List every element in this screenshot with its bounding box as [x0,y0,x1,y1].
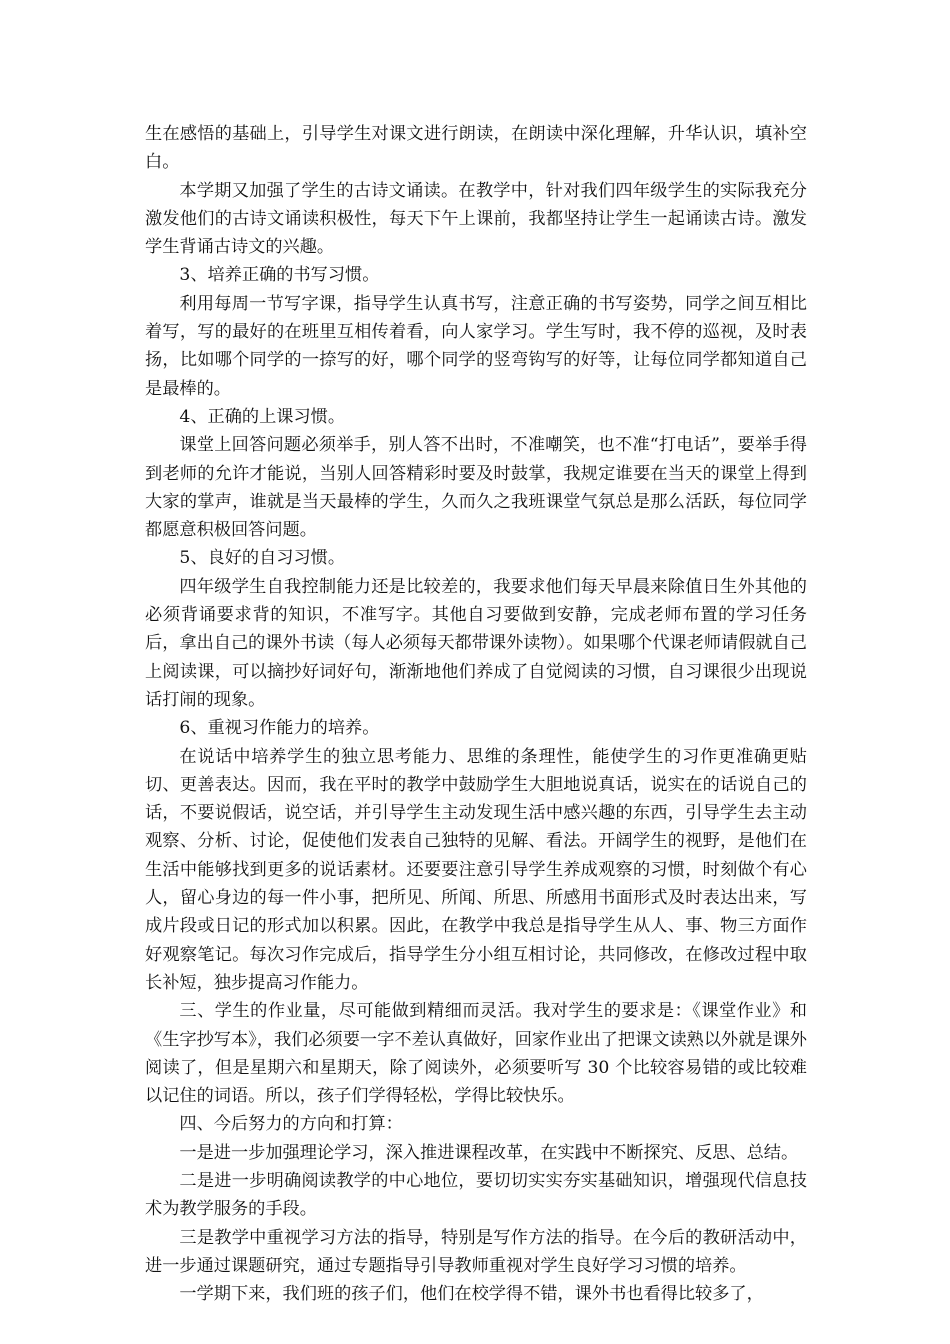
section-heading: 4、正确的上课习惯。 [179,406,346,427]
section-heading: 6、重视习作能力的培养。 [179,718,380,739]
paragraph: 三是教学中重视学习方法的指导，特别是写作方法的指导。在今后的教研活动中，进一步通过课题研究，通过专题指导引导教师重视对学生良好学习习惯的培养。 [145,1227,807,1276]
paragraph: 生在感悟的基础上，引导学生对课文进行朗读，在朗读中深化理解，升华认识，填补空白。 [145,124,807,173]
section-heading: 5、良好的自习习惯。 [179,548,346,569]
paragraph: 利用每周一节写字课，指导学生认真书写，注意正确的书写姿势，同学之间互相比着写，写的最好的在班里互相传着看，向人家学习。学生写时，我不停的巡视，及时表扬，比如哪个同学的一捺写的好，哪个同学的竖弯钩写的好等，让每位同学都知道自己是最棒的。 [145,293,807,399]
paragraph: 二是进一步明确阅读教学的中心地位，要切切实实夯实基础知识，增强现代信息技术为教学服务的手段。 [145,1170,807,1220]
paragraph: 一学期下来，我们班的孩子们，他们在校学得不错，课外书也看得比较多了， [179,1284,764,1305]
paragraph: 四年级学生自我控制能力还是比较差的，我要求他们每天早晨来除值日生外其他的必须背诵要求背的知识，不准写字。其他自习要做到安静，完成老师布置的学习任务后，拿出自己的课外书读（每人必须每天都带课外读物）。如果哪个代课老师请假就自己上阅读课，可以摘抄好词好句，渐渐地他们养成了自觉阅读的习惯，自习课很少出现说话打闹的现象。 [145,576,807,710]
paragraph: 课堂上回答问题必须举手，别人答不出时，不准嘲笑，也不准“打电话”，要举手得到老师的允许才能说，当别人回答精彩时要及时鼓掌，我规定谁要在当天的课堂上得到大家的掌声，谁就是当天最棒的学生，久而久之我班课堂气氛总是那么活跃，每位同学都愿意积极回答问题。 [145,435,807,541]
section-heading: 四、今后努力的方向和打算： [179,1114,403,1135]
document-page [145,120,807,1308]
paragraph: 三、学生的作业量，尽可能做到精细而灵活。我对学生的要求是：《课堂作业》和《生字抄写本》，我们必须要一字不差认真做好，回家作业出了把课文读熟以外就是课外阅读了，但是星期六和星期天，除了阅读外，必须要听写 30 个比较容易错的或比较难以记住的词语。所以，孩子们学得轻松，学得比较快乐。 [145,1001,807,1107]
paragraph: 本学期又加强了学生的古诗文诵读。在教学中，针对我们四年级学生的实际我充分激发他们的古诗文诵读积极性，每天下午上课前，我都坚持让学生一起诵读古诗。激发学生背诵古诗文的兴趣。 [145,180,807,258]
paragraph: 一是进一步加强理论学习，深入推进课程改革，在实践中不断探究、反思、总结。 [179,1142,799,1163]
section-heading: 3、培养正确的书写习惯。 [179,265,380,286]
paragraph: 在说话中培养学生的独立思考能力、思维的条理性，能使学生的习作更准确更贴切、更善表达。因而，我在平时的教学中鼓励学生大胆地说真话，说实在的话说自己的话，不要说假话，说空话，并引导学生主动发现生活中感兴趣的东西，引导学生去主动观察、分析、讨论，促使他们发表自己独特的见解、看法。开阔学生的视野，是他们在生活中能够找到更多的说话素材。还要要注意引导学生养成观察的习惯，时刻做个有心人，留心身边的每一件小事，把所见、所闻、所思、所感用书面形式及时表达出来，写成片段或日记的形式加以积累。因此，在教学中我总是指导学生从人、事、物三方面作好观察笔记。每次习作完成后，指导学生分小组互相讨论，共同修改，在修改过程中取长补短，独步提高习作能力。 [145,746,807,993]
